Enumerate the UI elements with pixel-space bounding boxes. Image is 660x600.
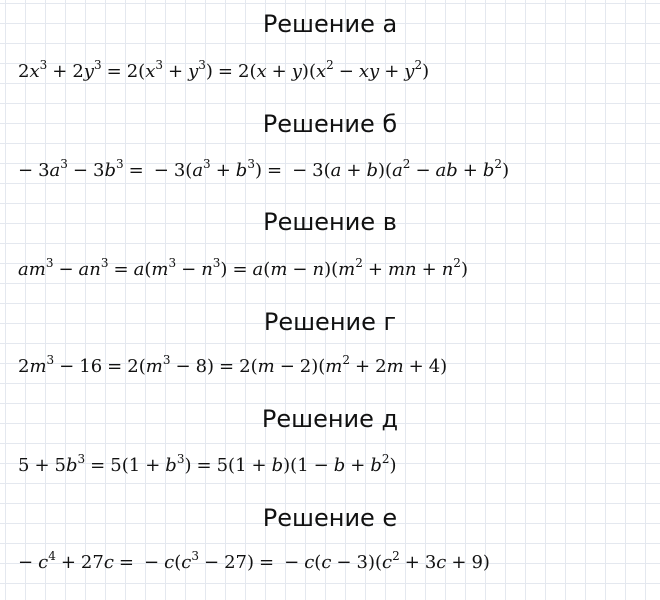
solution-v-heading: Решение в [263, 208, 397, 236]
solution-d-equation: $5 + 5b^3 = 5(1 + b^3) = 5(1 + b)(1 - b + b^2)$ [18, 452, 397, 476]
solution-g-equation: $2m^3 - 16 = 2(m^3 - 8) = 2(m - 2)(m^2 + 2m + 4)$ [18, 353, 448, 377]
solution-v-equation: $am^3 - an^3 = a(m^3 - n^3) = a(m - n)(m^2$ + mn + $n^2$) [18, 256, 468, 280]
solution-d-heading: Решение д [261, 405, 399, 433]
solution-e-equation: − $c^4 + 27c$ = − $c(c^3 - 27)$ = − $c(c - 3)(c^2 + 3c + 9)$ [18, 549, 490, 573]
solution-e-heading: Решение е [262, 504, 398, 532]
solution-b-heading: Решение б [262, 110, 398, 138]
solution-b-equation: − $3a^3 - 3b^3$ = − $3(a^3 + b^3)$ = − $3(a + b)(a^2$ − ab + $b^2$) [18, 157, 510, 181]
solution-g-heading: Решение г [263, 308, 397, 336]
solution-a-equation: $2x^3 + 2y^3 = 2(x^3 + y^3) = 2(x + y)(x^2$ − xy + $y^2$) [18, 58, 430, 82]
solution-a-heading: Решение а [262, 10, 398, 38]
